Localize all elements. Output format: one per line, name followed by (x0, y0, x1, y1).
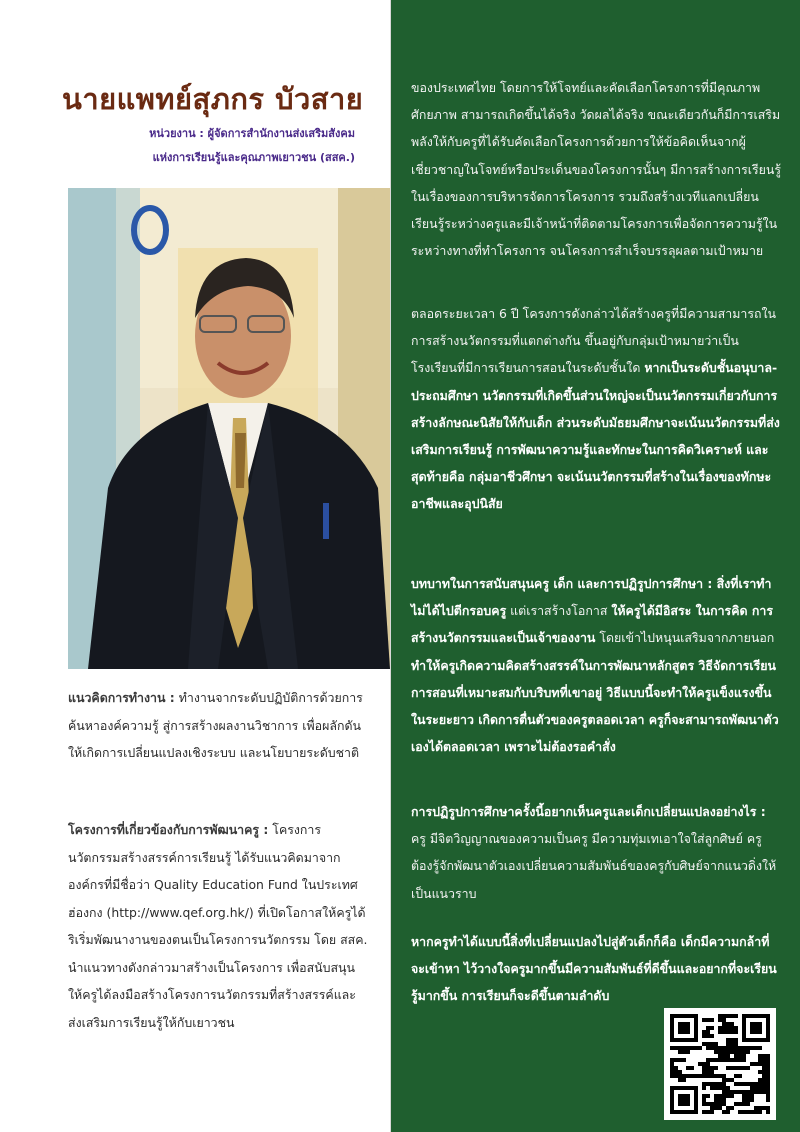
approach-text: ทำงานจากระดับปฏิบัติการด้วยการค้นหาองค์ความรู้ สู่การสร้างผลงานวิชาการ เพื่อผลักดันให้เกิดการเปลี่ยนแปลงเชิงระบบ และนโยบายระดับชาติ (68, 690, 363, 760)
approach-label: แนวคิดการทำงาน : (68, 690, 175, 705)
role-line-1: หน่วยงาน : ผู้จัดการสำนักงานส่งเสริมสังคม (149, 127, 355, 140)
approach-paragraph (68, 684, 368, 767)
p2-normal: ตลอดระยะเวลา 6 ปี โครงการดังกล่าวได้สร้างครูที่มีความสามารถในการสร้างนวัตกรรมที่แตกต่างกัน ขึ้นอยู่กับกลุ่มเป้าหมายว่าเป็นโรงเรียนที่มีการเรียนการสอนในระดับชั้นใด (411, 306, 777, 376)
p4-bold: การปฏิรูปการศึกษาครั้งนี้อยากเห็นครูและเด็กเปลี่ยนแปลงอย่างไร : (411, 804, 766, 819)
p3-bold-2: ให้ครูได้มีอิสระ ในการคิด การสร้างนวัตกรรมและเป็นเจ้าของงาน (411, 603, 773, 646)
portrait-illustration (68, 188, 390, 669)
person-name: นายแพทย์สุภกร บัวสาย (62, 82, 364, 116)
right-paragraph-1: ของประเทศไทย โดยการให้โจทย์และคัดเลือกโครงการที่มีคุณภาพ ศักยภาพ สามารถเกิดขึ้นได้จริง วัดผลได้จริง ขณะเดียวกันก็มีการเสริมพลังให้กับครูที่ได้รับคัดเลือกโครงการด้วยการให้ข้อคิดเห็นจากผู้เชี่ยวชาญในโจทย์หรือประเด็นของโครงการนั้นๆ มีการสร้างการเรียนรู้ในเรื่องของการบริหารจัดการโครงการ รวมถึงสร้างเวทีแลกเปลี่ยนเรียนรู้ระหว่างครูและมีเจ้าหน้าที่ติดตามโครงการเพื่อจัดการความรู้ในระหว่างทางที่ทำโครงการ จนโครงการสำเร็จบรรลุผลตามเป้าหมาย (411, 80, 782, 259)
right-paragraph-5: หากครูทำได้แบบนี้สิ่งที่เปลี่ยนแปลงไปสู่ตัวเด็กก็คือ เด็กมีความกล้าที่จะเข้าหา ไว้วางใจครูมากขึ้นมีความสัมพันธ์ที่ดีขึ้นและอยากที่จะเรียนรู้มากขึ้น การเรียนก็จะดีขึ้นตามลำดับ (411, 934, 777, 1004)
person-role (0, 122, 355, 170)
role-line-2: แห่งการเรียนรู้และคุณภาพเยาวชน (สสค.) (152, 151, 355, 164)
p4-normal: ครู มีจิตวิญญาณของความเป็นครู มีความทุ่มเทเอาใจใส่ลูกศิษย์ ครูต้องรู้จักพัฒนาตัวเองเปลี่ยนความสัมพันธ์ของครูกับศิษย์จากแนวดิ่งให้เป็นแนวราบ (411, 831, 777, 901)
right-paragraph-3 (411, 570, 783, 760)
qr-code-graphic (670, 1014, 770, 1114)
p2-bold: หากเป็นระดับชั้นอนุบาล-ประถมศึกษา นวัตกรรมที่เกิดขึ้นส่วนใหญ่จะเป็นนวัตกรรมเกี่ยวกับการสร้างลักษณะนิสัยให้กับเด็ก ส่วนระดับมัธยมศึกษาจะเน้นนวัตกรรมที่ส่งเสริมการเรียนรู้ การพัฒนาความรู้และทักษะในการคิดวิเคราะห์ และสุดท้ายคือ กลุ่มอาชีวศึกษา จะเน้นนวัตกรรมที่สร้างในเรื่องของทักษะอาชีพและอุปนิสัย (411, 360, 780, 512)
qr-code-icon[interactable] (664, 1008, 776, 1120)
portrait-photo (68, 188, 390, 669)
p3-normal-1: แต่เราสร้างโอกาส (506, 603, 612, 619)
project-text: โครงการนวัตกรรมสร้างสรรค์การเรียนรู้ ได้รับแนวคิดมาจากองค์กรที่มีชื่อว่า Quality Education Fund ในประเทศฮ่องกง (http://www.qef.org.hk/) ที่เปิดโอกาสให้ครูได้ริเริ่มพัฒนางานของตนเป็นโครงการนวัตกรรม โดย สสค. นำแนวทางดังกล่าวมาสร้างเป็นโครงการ เพื่อสนับสนุนให้ครูได้ลงมือสร้างโครงการนวัตกรรมที่สร้างสรรค์และส่งเสริมการเรียนรู้ให้กับเยาวชน (68, 822, 368, 1030)
project-paragraph (68, 816, 368, 1036)
p3-bold-1: บทบาทในการสนับสนุนครู เด็ก และการปฏิรูปการศึกษา : สิ่งที่เราทำไม่ได้ไปตีกรอบครู (411, 576, 772, 619)
p3-bold-3: ทำให้ครูเกิดความคิดสร้างสรรค์ในการพัฒนาหลักสูตร วิธีจัดการเรียนการสอนที่เหมาะสมกับบริบทที่เขาอยู่ วิธีแบบนี้จะทำให้ครูแข็งแรงขึ้นในระยะยาว เกิดการตื่นตัวของครูตลอดเวลา ครูก็จะสามารถพัฒนาตัวเองได้ตลอดเวลา เพราะไม่ต้องรอคำสั่ง (411, 657, 779, 755)
right-paragraph-4 (411, 798, 783, 907)
p3-normal-2: โดยเข้าไปหนุนเสริมจากภายนอก (595, 630, 775, 646)
right-paragraph-2 (411, 300, 783, 518)
project-label: โครงการที่เกี่ยวข้องกับการพัฒนาครู : (68, 822, 269, 837)
